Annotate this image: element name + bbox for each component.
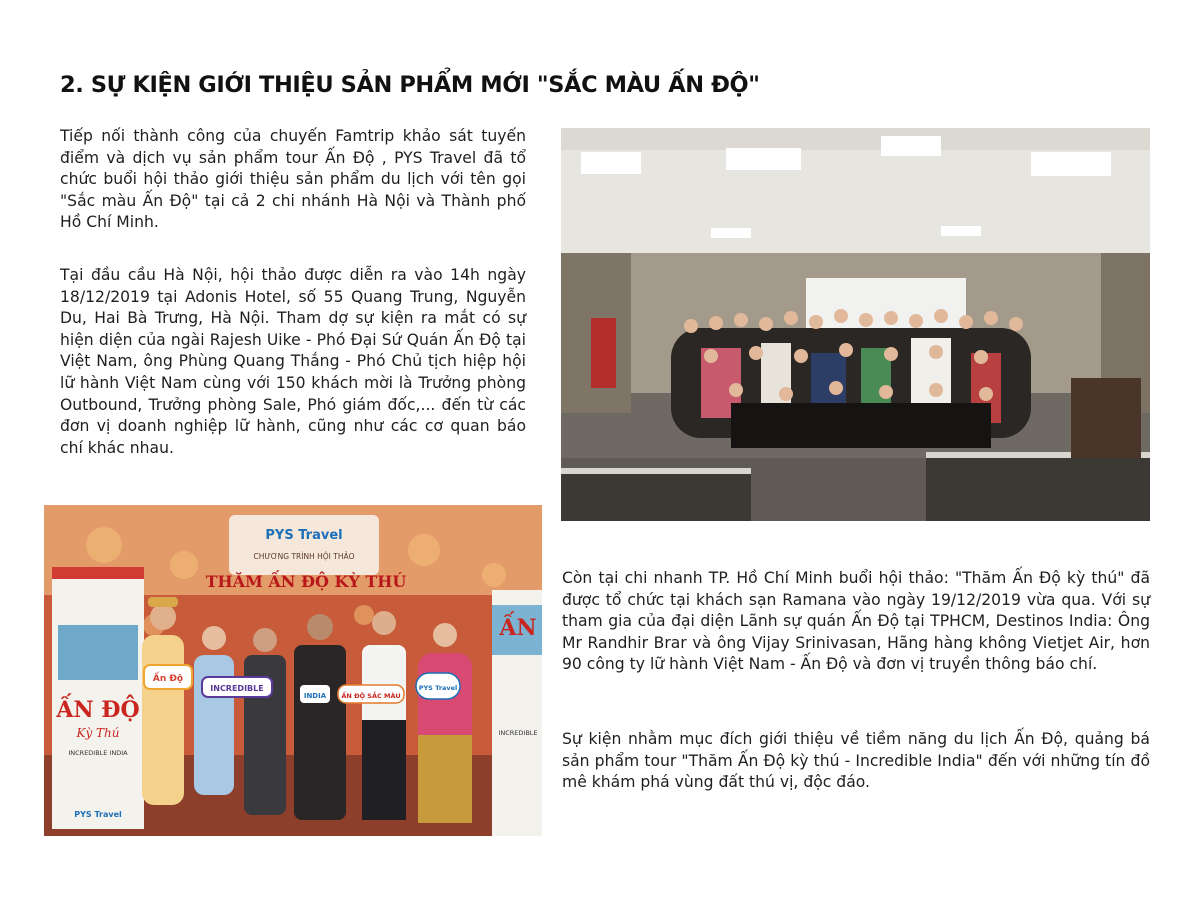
banner-logo: PYS Travel	[265, 528, 343, 543]
hcm-event-paragraph: Còn tại chi nhanh TP. Hồ Chí Minh buổi hội thảo: "Thăm Ấn Độ kỳ thú" đã được tổ chức tại khách sạn Ramana vào ngày 19/12/2019 vừa qua. Với sự tham gia của đại diện Lãnh sự quán Ấn Độ tại TPHCM, Destinos India: Ông Mr Randhir Brar và ông Vijay Srinivasan, Hãng hàng không Vietjet Air, hơn 90 công ty lữ hành Việt Nam - Ấn Độ và đơn vị truyền thông báo chí.	[562, 569, 1150, 674]
sign-india: INDIA	[303, 692, 327, 700]
sign-an-do: Ấn Độ	[152, 674, 184, 684]
sign-pys: PYS Travel	[418, 684, 458, 692]
banner-headline: THĂM ẤN ĐỘ KỲ THÚ	[205, 572, 407, 591]
hcm-stage-photo	[44, 505, 542, 836]
hanoi-event-paragraph: Tại đầu cầu Hà Nội, hội thảo được diễn ra vào 14h ngày 18/12/2019 tại Adonis Hotel, số 55 Quang Trung, Nguyễn Du, Hai Bà Trưng, Hà Nội. Tham dợ sự kiện ra mắt có sự hiện diện của ngài Rajesh Uike - Phó Đại Sứ Quán Ấn Độ tại Việt Nam, ông Phùng Quang Thắng - Phó Chủ tịch hiệp hội lữ hành Việt Nam cùng với 150 khách mời là Trưởng phòng Outbound, Trưởng phòng Sale, Phó giám đốc,... đến từ các đơn vị doanh nghiệp lữ hành, cũng như các cơ quan báo chí khác nhau.	[60, 266, 526, 457]
standee-left-tag: INCREDIBLE INDIA	[68, 749, 128, 757]
intro-paragraph: Tiếp nối thành công của chuyến Famtrip khảo sát tuyến điểm và dịch vụ sản phẩm tour Ấn Độ , PYS Travel đã tổ chức buổi hội thảo giới thiệu sản phẩm du lịch với tên gọi "Sắc màu Ấn Độ" tại cả 2 chi nhánh Hà Nội và Thành phố Hồ Chí Minh.	[60, 127, 526, 232]
standee-right-tag: INCREDIBLE	[498, 729, 538, 737]
sign-sac-mau: ẤN ĐỘ SẮC MÀU	[341, 692, 401, 700]
standee-right-title: ẤN	[499, 615, 537, 641]
banner-subtitle: CHƯƠNG TRÌNH HỘI THẢO	[253, 552, 355, 561]
section-heading: 2. SỰ KIỆN GIỚI THIỆU SẢN PHẨM MỚI "SẮC MÀU ẤN ĐỘ"	[60, 72, 760, 98]
standee-left-subtitle: Kỳ Thú	[76, 726, 120, 740]
standee-left-title: ẤN ĐỘ	[56, 697, 140, 723]
standee-left-logo: PYS Travel	[74, 810, 122, 819]
sign-incredible: INCREDIBLE	[210, 684, 264, 693]
hanoi-group-photo	[561, 128, 1150, 521]
event-purpose-paragraph: Sự kiện nhằm mục đích giới thiệu về tiềm năng du lịch Ấn Độ, quảng bá sản phẩm tour "Thăm Ấn Độ kỳ thú - Incredible India" đến với những tín đồ mê khám phá vùng đất thú vị, độc đáo.	[562, 730, 1150, 792]
